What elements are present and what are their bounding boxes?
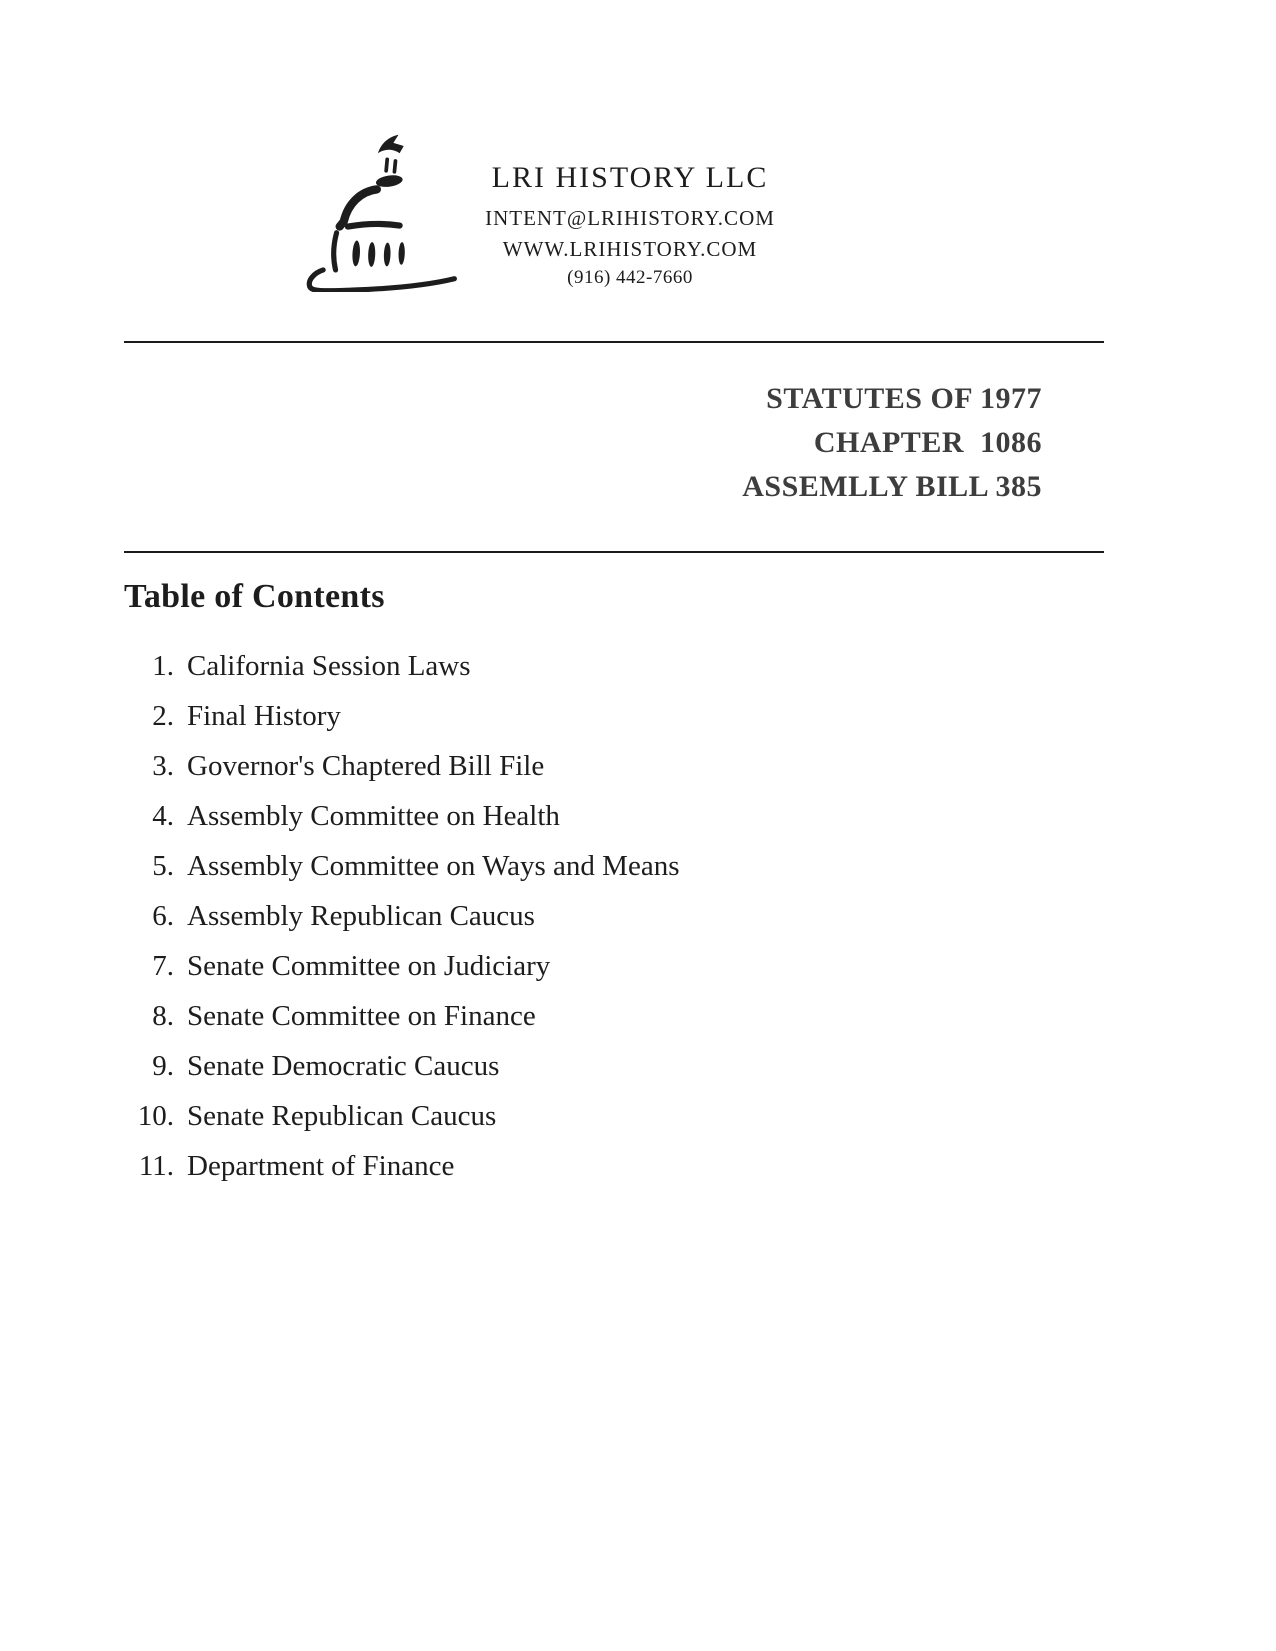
company-website: WWW.LRIHISTORY.COM	[502, 237, 758, 261]
horizontal-rule-bottom	[124, 551, 1104, 553]
toc-item-number: 4.	[152, 800, 174, 832]
toc-item-label: Senate Committee on Finance	[187, 1000, 536, 1032]
toc-item	[128, 991, 928, 1041]
toc-item-label: Senate Republican Caucus	[187, 1100, 497, 1132]
toc-item	[128, 641, 928, 691]
toc-item-label: Governor's Chaptered Bill File	[187, 750, 545, 782]
toc-item	[128, 791, 928, 841]
heading-bill-line: ASSEMLLY BILL 385	[742, 470, 1042, 503]
toc-item-label: Senate Committee on Judiciary	[187, 950, 551, 982]
toc-item	[128, 691, 928, 741]
toc-item	[128, 1141, 928, 1191]
toc-item-label: Final History	[187, 700, 341, 732]
toc-item-label: Senate Democratic Caucus	[187, 1050, 500, 1082]
company-name: LRI HISTORY LLC	[491, 161, 769, 194]
toc-item	[128, 941, 928, 991]
toc-item-number: 10.	[137, 1100, 174, 1132]
company-phone: (916) 442-7660	[567, 267, 693, 288]
toc-item-number: 8.	[152, 1000, 174, 1032]
toc-item-number: 6.	[152, 900, 174, 932]
toc-item-number: 7.	[152, 950, 174, 982]
toc-item-label: Assembly Committee on Ways and Means	[187, 850, 680, 882]
toc-item	[128, 1041, 928, 1091]
document-heading	[742, 377, 1042, 509]
toc-item-number: 9.	[152, 1050, 174, 1082]
toc-item-label: Assembly Republican Caucus	[187, 900, 535, 932]
toc-item-label: California Session Laws	[187, 650, 471, 682]
toc-item-number: 11.	[138, 1150, 174, 1182]
heading-chapter-line: CHAPTER 1086	[813, 426, 1042, 459]
horizontal-rule-top	[124, 341, 1104, 343]
toc-item-number: 5.	[152, 850, 174, 882]
company-email: INTENT@LRIHISTORY.COM	[485, 206, 775, 230]
toc-item	[128, 891, 928, 941]
toc-item-number: 2.	[152, 700, 174, 732]
toc-item	[128, 1091, 928, 1141]
toc-item-label: Department of Finance	[187, 1150, 455, 1182]
toc-item	[128, 741, 928, 791]
toc-list	[128, 641, 928, 1191]
toc-item-number: 1.	[152, 650, 174, 682]
heading-statutes-line: STATUTES OF 1977	[766, 382, 1042, 415]
toc-title: Table of Contents	[124, 578, 385, 615]
toc-item-number: 3.	[152, 750, 174, 782]
toc-item	[128, 841, 928, 891]
toc-item-label: Assembly Committee on Health	[187, 800, 560, 832]
